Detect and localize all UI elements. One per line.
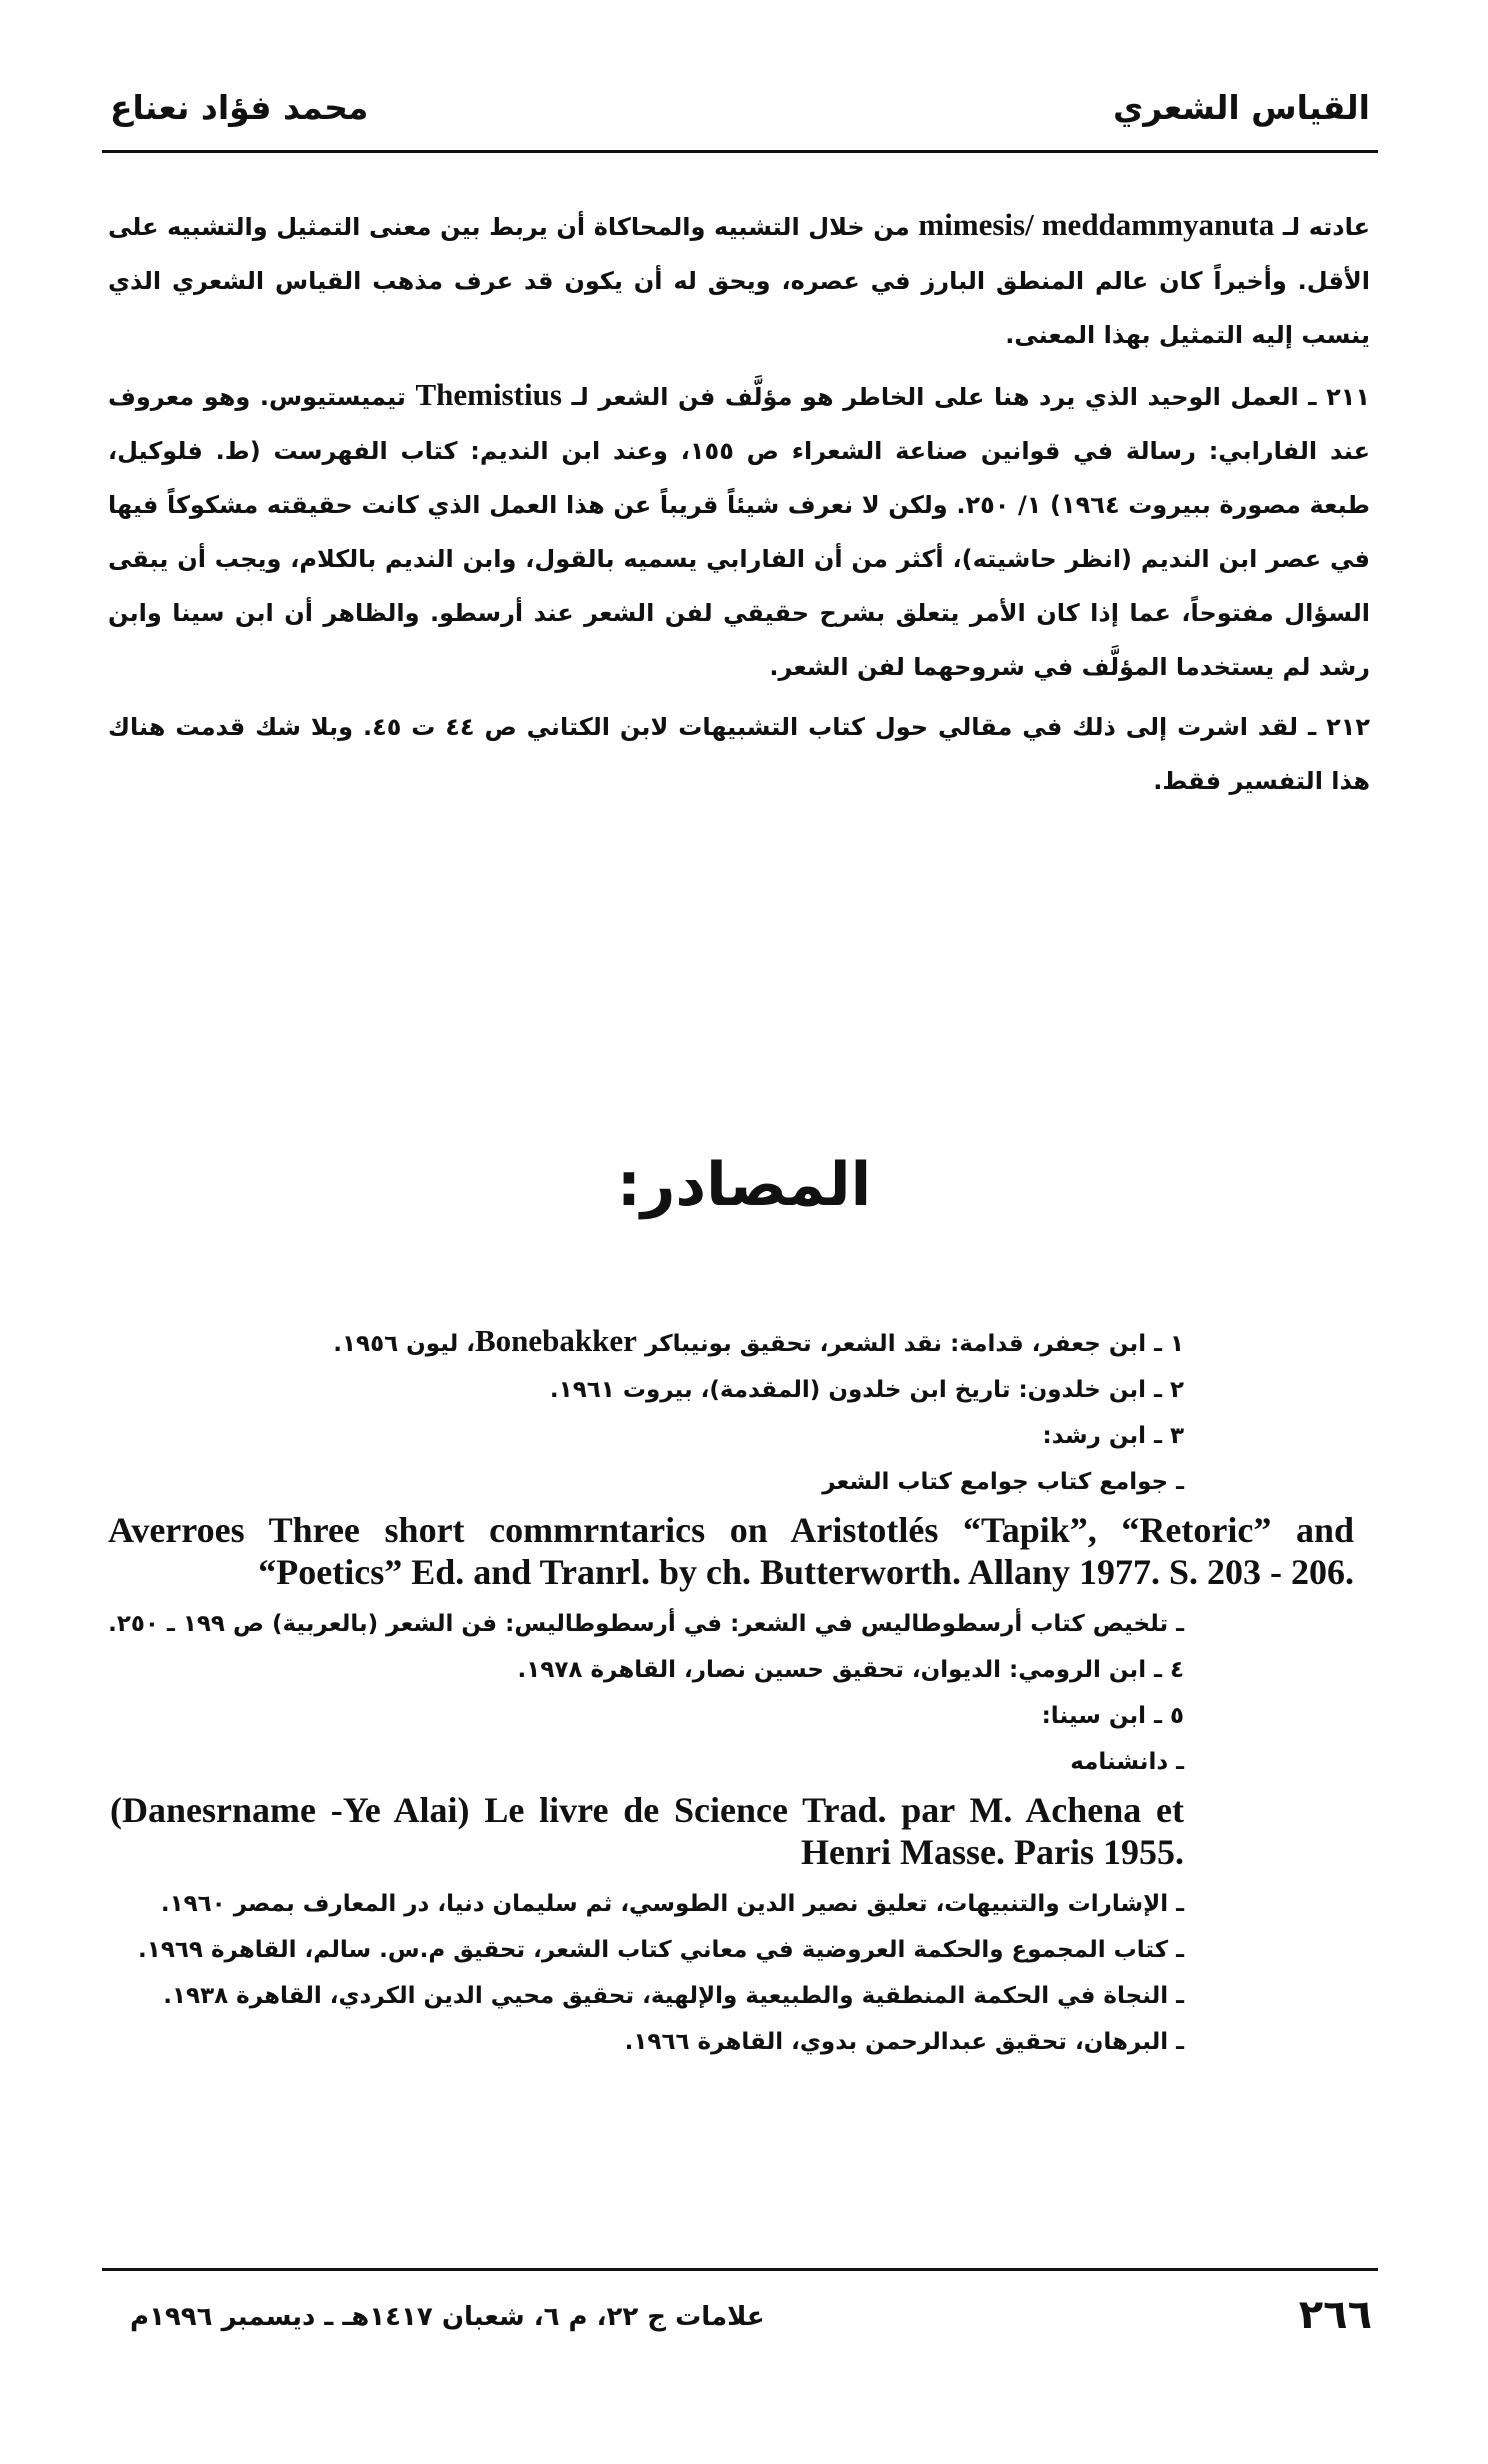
sources-heading: المصادر: — [616, 1150, 872, 1220]
bib-item-1 — [108, 1318, 1354, 1367]
latin-term: mimesis/ meddammyanuta — [918, 207, 1275, 242]
bib-item-5: ٥ ـ ابن سينا: — [1041, 1703, 1184, 1729]
header-divider — [102, 150, 1378, 153]
footer-divider — [102, 2268, 1378, 2271]
note-text: من خلال التشبيه والمحاكاة أن يربط بين معنى التمثيل والتشبيه على الأقل. وأخيراً كان عالم المنطق البارز في عصره، ويحق له أن يكون قد عرف مذهب القياس الشعري الذي ينسب إليه التمثيل بهذا المعنى. — [108, 213, 1370, 349]
footnote-212: ٢١٢ ـ لقد اشرت إلى ذلك في مقالي حول كتاب التشبيهات لابن الكتاني ص ٤٤ ت ٤٥. وبلا شك قدمت هناك هذا التفسير فقط. — [108, 713, 1371, 795]
book-title: القياس الشعري — [1112, 88, 1370, 127]
bib-item-5-sub-2: ـ الإشارات والتنبيهات، تعليق نصير الدين الطوسي، ثم سليمان دنيا، در المعارف بمصر ١٩٦٠. — [160, 1891, 1184, 1917]
bib-item-5-sub-5: ـ البرهان، تحقيق عبدالرحمن بدوي، القاهرة ١٩٦٦. — [624, 2029, 1184, 2055]
page-number: ٢٦٦ — [1298, 2292, 1372, 2338]
running-header — [110, 88, 1370, 146]
footnote-210-continued — [108, 198, 1370, 362]
bib-latin-averroes: Averroes Three short commrntarics on Aristotlés “Tapik”, “Retoric” and “Poetics” Ed. and Tranrl. by ch. Butterworth. Allany 1977. S. 203 - 206. — [108, 1510, 1354, 1592]
footnotes — [108, 198, 1370, 814]
bib-item-5-sub-3: ـ كتاب المجموع والحكمة العروضية في معاني كتاب الشعر، تحقيق م.س. سالم، القاهرة ١٩٦٩. — [138, 1937, 1184, 1963]
journal-info: علامات ج ٢٢، م ٦، شعبان ١٤١٧هـ ـ ديسمبر ١٩٩٦م — [130, 2302, 765, 2332]
bib-item-3-sub-1: ـ جوامع كتاب جوامع كتاب الشعر — [822, 1469, 1184, 1495]
bib-text: ، ليون ١٩٥٦. — [333, 1331, 475, 1357]
bib-item-5-sub-1: ـ دانشنامه — [1070, 1749, 1184, 1775]
bib-latin-daneshname: (Danesrname -Ye Alai) Le livre de Science Trad. par M. Achena et Henri Masse. Paris 1955. — [110, 1790, 1184, 1872]
bib-item-5-sub-4: ـ النجاة في الحكمة المنطقية والطبيعية والإلهية، تحقيق محيي الدين الكردي، القاهرة ١٩٣٨. — [163, 1983, 1184, 2009]
author-name: محمد فؤاد نعناع — [110, 88, 369, 127]
latin-term: Bonebakker — [475, 1323, 637, 1358]
footnote-211 — [108, 368, 1370, 694]
note-text: عادته لـ — [1282, 213, 1371, 241]
bib-item-2: ٢ ـ ابن خلدون: تاريخ ابن خلدون (المقدمة)، بيروت ١٩٦١. — [549, 1377, 1184, 1403]
bib-item-3-sub-2: ـ تلخيص كتاب أرسطوطاليس في الشعر: في أرسطوطاليس: فن الشعر (بالعربية) ص ١٩٩ ـ ٢٥٠. — [108, 1611, 1184, 1637]
latin-term: Themistius — [415, 377, 562, 412]
note-text: تيميستيوس. وهو معروف عند الفارابي: رسالة في قوانين صناعة الشعراء ص ١٥٥، وعند ابن النديم: كتاب الفهرست (ط. فلوكيل، طبعة مصورة ببيروت ١٩٦٤) ١/ ٢٥٠. ولكن لا نعرف شيئاً قريباً عن هذا العمل الذي كانت حقيقته مشكوكاً فيها في عصر ابن النديم (انظر حاشيته)، أكثر من أن الفارابي يسميه بالقول، وابن النديم بالكلام، ويجب أن يبقى السؤال مفتوحاً، عما إذا كان الأمر يتعلق بشرح حقيقي لفن الشعر عند أرسطو. والظاهر أن ابن سينا وابن رشد لم يستخدما المؤلَّف في شروحهما لفن الشعر. — [108, 383, 1371, 681]
bibliography — [108, 1318, 1354, 2065]
bib-text: ١ ـ ابن جعفر، قدامة: نقد الشعر، تحقيق بونيباكر — [644, 1331, 1184, 1357]
bib-item-3: ٣ ـ ابن رشد: — [1042, 1423, 1184, 1449]
note-text: ٢١١ ـ العمل الوحيد الذي يرد هنا على الخاطر هو مؤلَّف فن الشعر لـ — [571, 383, 1371, 411]
bib-item-4: ٤ ـ ابن الرومي: الديوان، تحقيق حسين نصار، القاهرة ١٩٧٨. — [517, 1657, 1184, 1683]
page-footer — [110, 2292, 1372, 2362]
